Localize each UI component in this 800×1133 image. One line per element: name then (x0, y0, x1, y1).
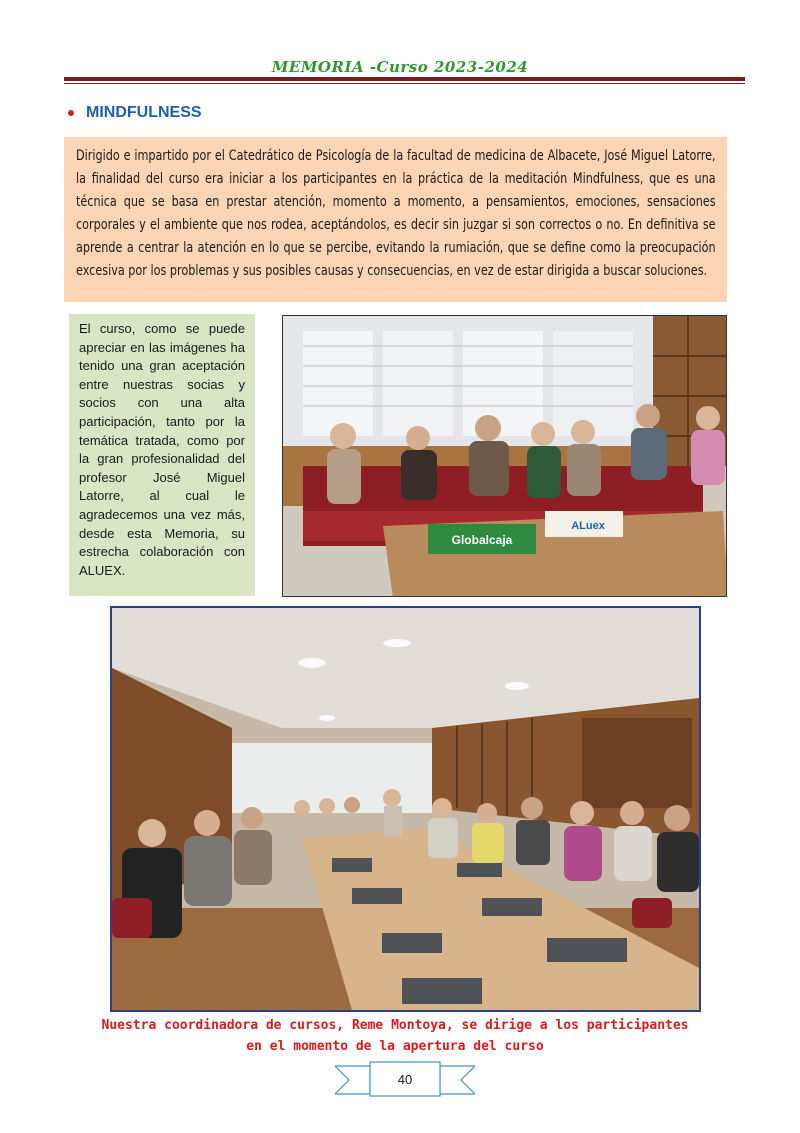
side-box (69, 314, 255, 596)
caption-line-2: en el momento de la apertura del curso (246, 1039, 544, 1054)
photo-conference-room (110, 606, 701, 1012)
section-heading (68, 104, 202, 122)
caption-line-1: Nuestra coordinadora de cursos, Reme Montoya, se dirige a los participantes (101, 1018, 689, 1033)
photo-caption (90, 1015, 700, 1057)
intro-box (64, 137, 727, 302)
header-rule-thin (64, 83, 745, 84)
section-title: MINDFULNESS (86, 104, 202, 121)
photo-participants-sofa (282, 315, 727, 597)
photo-participants-sofa-image (283, 316, 727, 597)
sign-aluex: ALuex (571, 520, 605, 532)
bullet-icon (68, 110, 74, 116)
page-header-title: MEMORIA -Curso 2023-2024 (271, 58, 529, 76)
side-paragraph: El curso, como se puede apreciar en las imágenes ha tenido una gran aceptación entre nuestras socias y socios con una alta participación, tanto por la temática tratada, como por la gran profesionalidad del profesor José Miguel Latorre, al cual le agradecemos una vez más, desde esta Memoria, su estrecha colaboración con ALUEX. (79, 321, 245, 578)
page-number: 40 (397, 1072, 413, 1087)
sign-globalcaja: Globalcaja (451, 533, 513, 547)
photo-conference-room-image (112, 608, 699, 1010)
intro-paragraph: Dirigido e impartido por el Catedrático de Psicología de la facultad de medicina de Albacete, José Miguel Latorre, la finalidad del curso era iniciar a los participantes en la práctica de la meditación Mindfulness, que es una técnica que se basa en prestar atención, momento a momento, a pensamientos, emociones, sensaciones corporales y el ambiente que nos rodea, aceptándolos, es decir sin juzgar si son correctos o no. En definitiva se aprende a centrar la atención en lo que se percibe, evitando la rumiación, que se define como la preocupación excesiva por los problemas y sus posibles causas y consecuencias, en vez de estar dirigida a buscar soluciones. (76, 148, 716, 279)
header-rule (64, 77, 745, 81)
